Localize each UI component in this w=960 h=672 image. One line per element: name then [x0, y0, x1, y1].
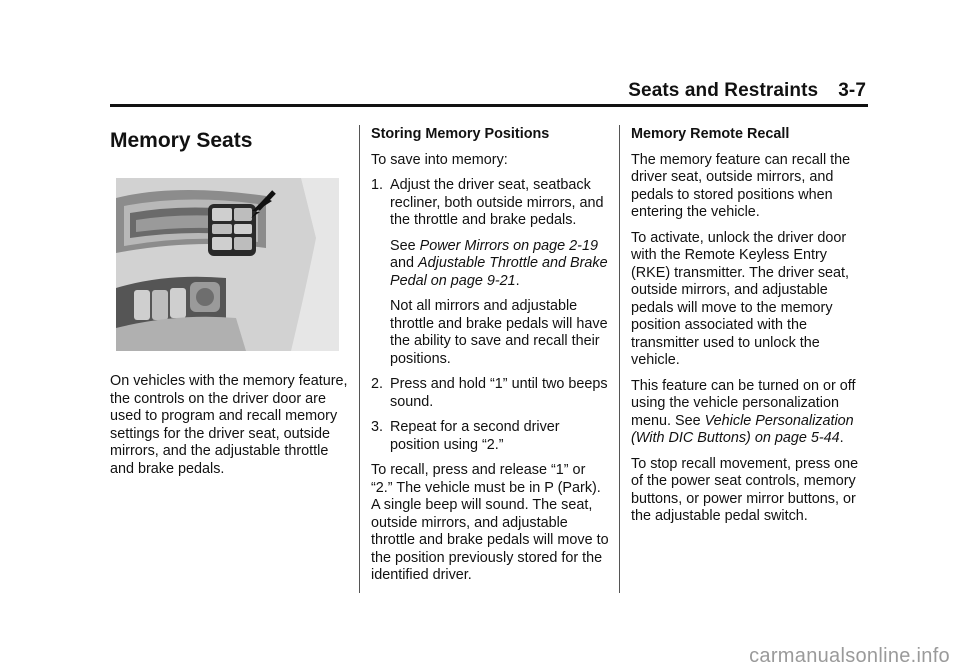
steps-list — [371, 177, 609, 454]
step-number: 2. — [371, 376, 384, 392]
watermark: carmanualsonline.info — [749, 645, 950, 667]
cross-reference-link: Vehicle Personalization (With DIC Buttons) on page 5-44 — [631, 412, 854, 446]
step-number: 1. — [371, 177, 384, 193]
cross-reference-link: Adjustable Throttle and Brake Pedal on page 9-21 — [390, 255, 608, 289]
text-span: This feature can be turned on or off using the vehicle personalization menu. See — [631, 377, 856, 429]
step-text: Repeat for a second driver position using “2.” — [390, 419, 560, 453]
column-1 — [110, 126, 348, 486]
header-text — [628, 80, 866, 102]
step-number: 3. — [371, 419, 384, 435]
paragraph: To stop recall movement, press one of the power seat controls, memory buttons, or power mirror buttons, or the adjustable pedal switch. — [631, 455, 859, 524]
conjunction: and — [390, 255, 419, 271]
door-controls-illustration — [116, 178, 339, 351]
paragraph: To activate, unlock the driver door with the Remote Keyless Entry (RKE) transmitter. The driver seat, outside mirrors, and adjustable pedals will move to the memory position associated with the transmitter used to unlock the vehicle. — [631, 229, 850, 368]
intro-paragraph: On vehicles with the memory feature, the controls on the driver door are used to program and recall memory settings for the driver seat, outside mirrors, and the adjustable throttle and brake pedals. — [110, 373, 348, 477]
paragraph: The memory feature can recall the driver seat, outside mirrors, and pedals to stored positions when entering the vehicle. — [631, 151, 851, 220]
column-2 — [371, 126, 609, 593]
period: . — [839, 430, 844, 446]
list-item — [371, 177, 609, 368]
column-3 — [631, 126, 869, 534]
see-prefix: See — [390, 237, 420, 254]
column-divider — [619, 125, 620, 593]
door-panel-drawing — [116, 178, 339, 351]
list-item — [371, 376, 609, 411]
list-item — [371, 419, 609, 454]
step-text: Press and hold “1” until two beeps sound. — [390, 376, 608, 410]
page-header — [110, 78, 868, 107]
section-title: Seats and Restraints — [628, 80, 819, 101]
step-body — [390, 177, 609, 368]
paragraph — [631, 378, 869, 448]
cross-reference — [390, 238, 609, 291]
page-title: Memory Seats — [110, 129, 253, 152]
section-heading: Storing Memory Positions — [371, 126, 550, 142]
step-text: Adjust the driver seat, seatback recliner, both outside mirrors, and the throttle and brake pedals. — [390, 177, 604, 228]
cross-reference-link: Power Mirrors on page 2-19 — [419, 237, 598, 254]
paragraph: To recall, press and release “1” or “2.” The vehicle must be in P (Park). A single beep will sound. The seat, outside mirrors, and adjustable throttle and brake pedals will move to the position previously stored for the identified driver. — [371, 462, 609, 583]
step-note: Not all mirrors and adjustable throttle and brake pedals will have the ability to save and recall their positions. — [390, 298, 608, 367]
paragraph: To save into memory: — [371, 151, 508, 168]
section-heading: Memory Remote Recall — [631, 126, 790, 142]
column-divider — [359, 125, 360, 593]
period: . — [515, 272, 520, 289]
page-number: 3-7 — [838, 80, 866, 101]
